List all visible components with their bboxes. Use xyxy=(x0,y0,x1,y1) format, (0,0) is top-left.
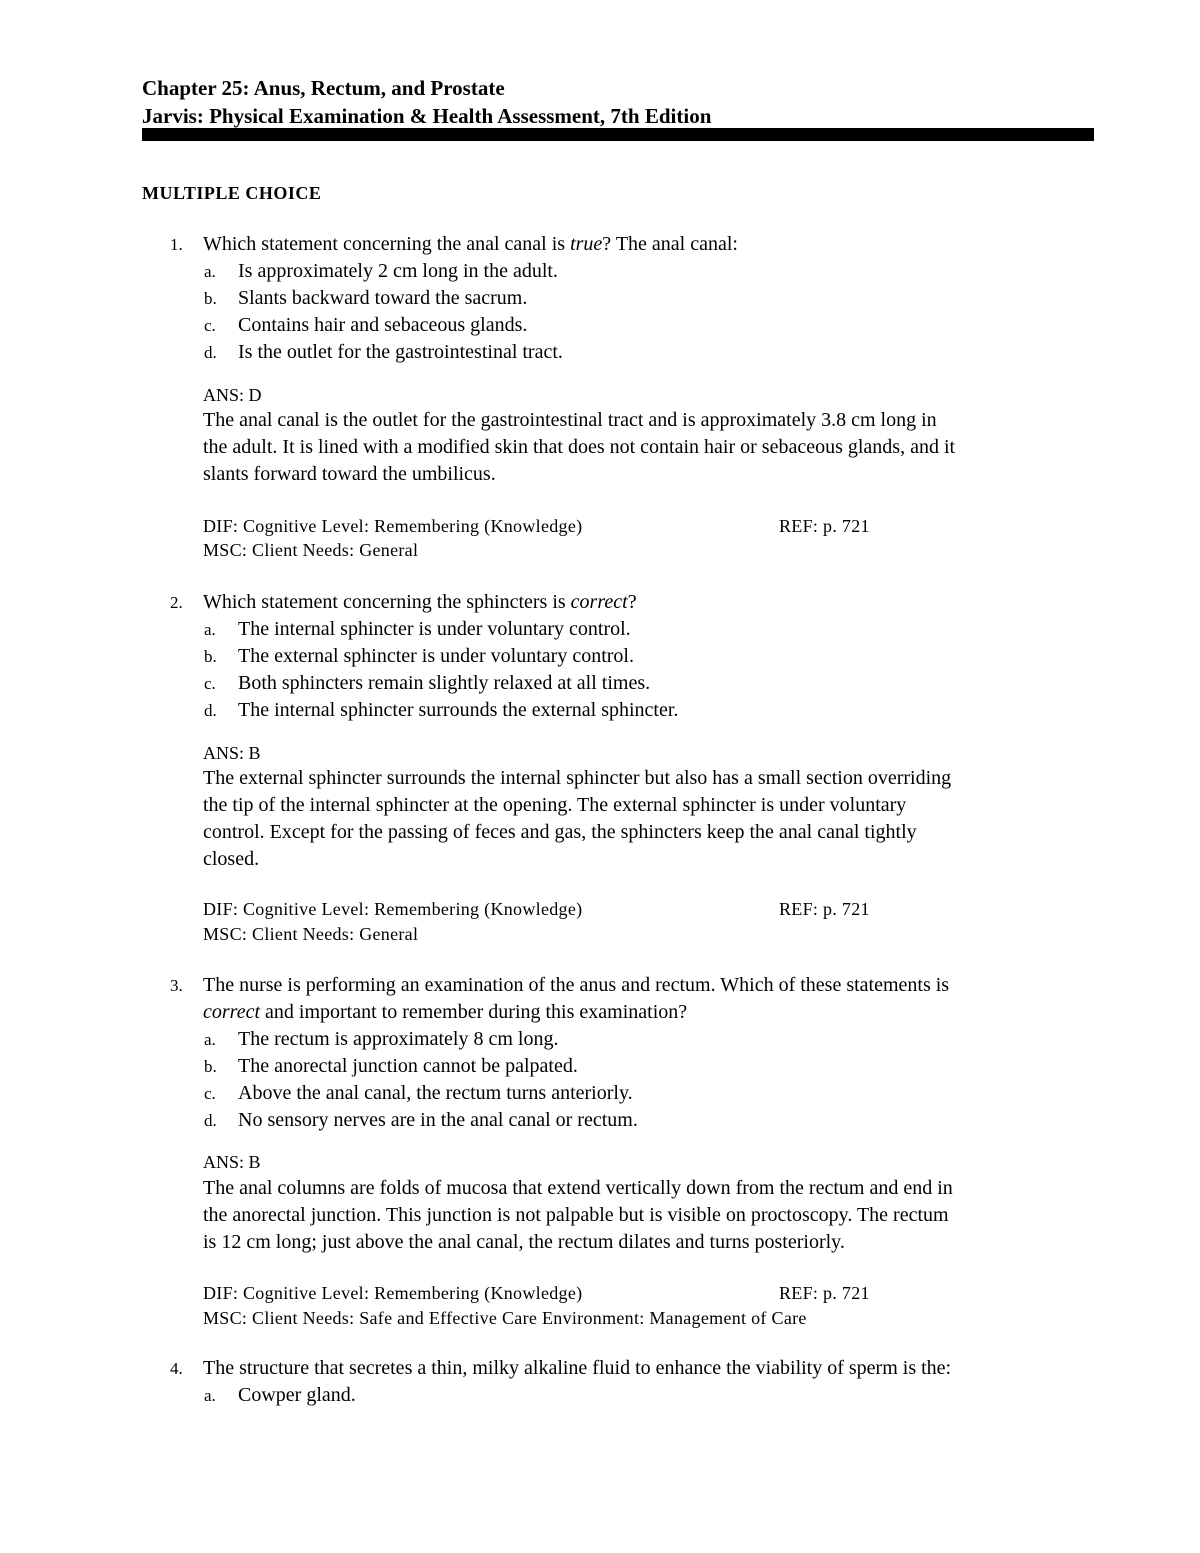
option-letter: c. xyxy=(204,674,216,693)
option-text: Cowper gland. xyxy=(238,1384,356,1406)
page-reference: REF: p. 721 xyxy=(779,899,870,919)
answer-key: ANS: D xyxy=(203,385,262,405)
option-letter: d. xyxy=(204,1111,217,1130)
option-text: No sensory nerves are in the anal canal or rectum. xyxy=(238,1109,638,1131)
option-letter: a. xyxy=(204,262,216,281)
header-rule xyxy=(142,128,1094,141)
question-stem: correct and important to remember during this examination? xyxy=(203,1001,688,1023)
question-stem: The structure that secretes a thin, milky alkaline fluid to enhance the viability of sperm is the: xyxy=(203,1357,952,1379)
option-text: The anorectal junction cannot be palpated. xyxy=(238,1055,578,1077)
difficulty-label: DIF: Cognitive Level: Remembering (Knowledge) xyxy=(203,516,583,536)
option-text: Slants backward toward the sacrum. xyxy=(238,287,528,309)
option-text: The rectum is approximately 8 cm long. xyxy=(238,1028,559,1050)
client-needs: MSC: Client Needs: General xyxy=(203,540,419,560)
option-letter: c. xyxy=(204,1084,216,1103)
option-letter: b. xyxy=(204,1057,217,1076)
option-text: The external sphincter is under voluntary control. xyxy=(238,645,634,667)
question-number: 2. xyxy=(170,593,183,612)
question-stem: Which statement concerning the sphincters is correct? xyxy=(203,591,637,613)
question-number: 3. xyxy=(170,976,183,995)
rationale-line: The external sphincter surrounds the internal sphincter but also has a small section overriding xyxy=(203,767,952,789)
option-letter: a. xyxy=(204,1030,216,1049)
option-text: The internal sphincter is under voluntary control. xyxy=(238,618,631,640)
client-needs: MSC: Client Needs: Safe and Effective Care Environment: Management of Care xyxy=(203,1308,807,1328)
difficulty-label: DIF: Cognitive Level: Remembering (Knowledge) xyxy=(203,1283,583,1303)
rationale-line: the tip of the internal sphincter at the opening. The external sphincter is under voluntary xyxy=(203,794,907,816)
question-number: 4. xyxy=(170,1359,183,1378)
book-title: Jarvis: Physical Examination & Health Assessment, 7th Edition xyxy=(142,104,712,128)
option-text: Is the outlet for the gastrointestinal tract. xyxy=(238,341,563,363)
option-letter: c. xyxy=(204,316,216,335)
rationale-line: closed. xyxy=(203,848,260,870)
answer-key: ANS: B xyxy=(203,1152,261,1172)
rationale-line: is 12 cm long; just above the anal canal, the rectum dilates and turns posteriorly. xyxy=(203,1231,845,1253)
page-reference: REF: p. 721 xyxy=(779,516,870,536)
rationale-line: the adult. It is lined with a modified skin that does not contain hair or sebaceous glands, and it xyxy=(203,436,956,458)
question-stem: Which statement concerning the anal canal is true? The anal canal: xyxy=(203,233,738,255)
rationale-line: The anal canal is the outlet for the gastrointestinal tract and is approximately 3.8 cm long in xyxy=(203,409,937,431)
option-text: Contains hair and sebaceous glands. xyxy=(238,314,528,336)
rationale-line: the anorectal junction. This junction is not palpable but is visible on proctoscopy. The rectum xyxy=(203,1204,949,1226)
chapter-title: Chapter 25: Anus, Rectum, and Prostate xyxy=(142,76,505,100)
page-reference: REF: p. 721 xyxy=(779,1283,870,1303)
rationale-line: control. Except for the passing of feces and gas, the sphincters keep the anal canal tightly xyxy=(203,821,917,843)
answer-key: ANS: B xyxy=(203,743,261,763)
client-needs: MSC: Client Needs: General xyxy=(203,924,419,944)
option-letter: b. xyxy=(204,289,217,308)
option-text: Above the anal canal, the rectum turns anteriorly. xyxy=(238,1082,633,1104)
option-letter: b. xyxy=(204,647,217,666)
question-stem: The nurse is performing an examination of the anus and rectum. Which of these statements is xyxy=(203,974,950,996)
option-letter: a. xyxy=(204,1386,216,1405)
option-text: The internal sphincter surrounds the external sphincter. xyxy=(238,699,679,721)
difficulty-label: DIF: Cognitive Level: Remembering (Knowledge) xyxy=(203,899,583,919)
option-letter: d. xyxy=(204,701,217,720)
option-letter: d. xyxy=(204,343,217,362)
option-text: Both sphincters remain slightly relaxed at all times. xyxy=(238,672,651,694)
option-text: Is approximately 2 cm long in the adult. xyxy=(238,260,558,282)
question-number: 1. xyxy=(170,235,183,254)
option-letter: a. xyxy=(204,620,216,639)
section-title: MULTIPLE CHOICE xyxy=(142,183,322,203)
rationale-line: slants forward toward the umbilicus. xyxy=(203,463,496,485)
rationale-line: The anal columns are folds of mucosa that extend vertically down from the rectum and end in xyxy=(203,1177,953,1199)
